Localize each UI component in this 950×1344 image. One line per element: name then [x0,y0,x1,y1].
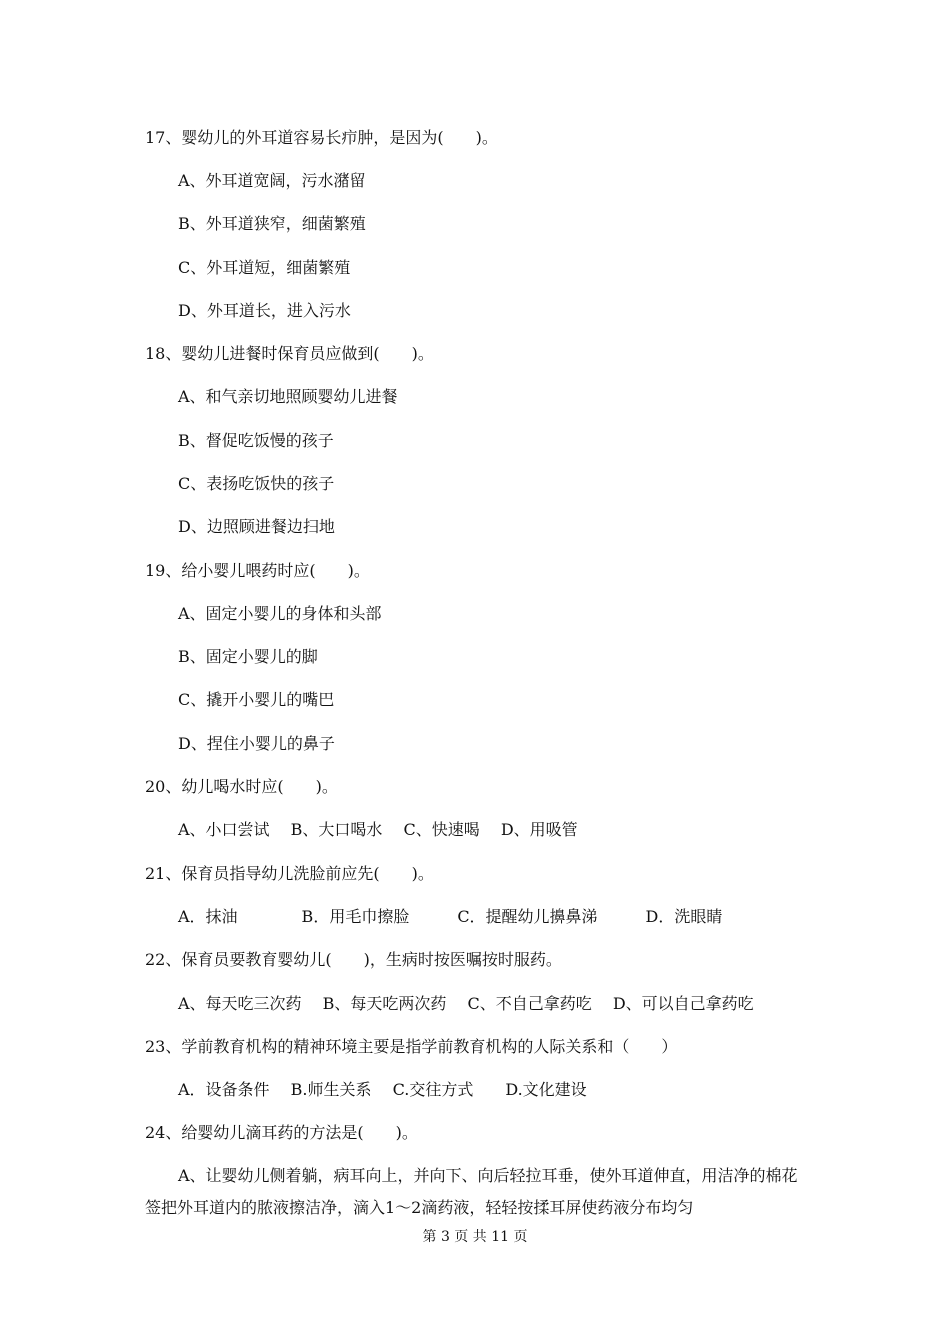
question-18-option-d: D、边照顾进餐边扫地 [178,517,335,536]
question-18-option-c: C、表扬吃饭快的孩子 [178,474,335,493]
question-18-stem: 18、婴幼儿进餐时保育员应做到( )。 [145,344,434,363]
question-18-option-a: A、和气亲切地照顾婴幼儿进餐 [178,387,398,406]
question-17-option-d: D、外耳道长，进入污水 [178,301,351,320]
question-19-option-c: C、撬开小婴儿的嘴巴 [178,690,335,709]
question-20-stem: 20、幼儿喝水时应( )。 [145,777,338,796]
question-24-stem: 24、给婴幼儿滴耳药的方法是( )。 [145,1123,418,1142]
question-17-option-a: A、外耳道宽阔，污水潴留 [178,171,366,190]
page-footer: 第 3 页 共 11 页 [422,1229,528,1245]
question-19-stem: 19、给小婴儿喂药时应( )。 [145,561,370,580]
question-23-options: A．设备条件 B.师生关系 C.交往方式 D.文化建设 [178,1080,587,1099]
question-20-options: A、小口尝试 B、大口喝水 C、快速喝 D、用吸管 [178,820,578,839]
question-22-options: A、每天吃三次药 B、每天吃两次药 C、不自己拿药吃 D、可以自己拿药吃 [178,994,754,1013]
question-17-option-c: C、外耳道短，细菌繁殖 [178,258,351,277]
question-22-stem: 22、保育员要教育婴幼儿( )，生病时按医嘱按时服药。 [145,950,562,969]
question-23-stem: 23、学前教育机构的精神环境主要是指学前教育机构的人际关系和（ ） [145,1037,678,1056]
question-24-option-a: A、让婴幼儿侧着躺，病耳向上，并向下、向后轻拉耳垂，使外耳道伸直，用洁净的棉花签把外耳道内的脓液擦洁净，滴入1～2滴药液，轻轻按揉耳屏使药液分布均匀 [145,1166,798,1217]
question-19-option-b: B、固定小婴儿的脚 [178,647,318,666]
question-18-option-b: B、督促吃饭慢的孩子 [178,431,334,450]
question-21-options: A．抹油 B．用毛巾擦脸 C．提醒幼儿擤鼻涕 D．洗眼睛 [178,907,723,926]
question-19-option-a: A、固定小婴儿的身体和头部 [178,604,382,623]
question-17-option-b: B、外耳道狭窄，细菌繁殖 [178,214,366,233]
question-21-stem: 21、保育员指导幼儿洗脸前应先( )。 [145,864,434,883]
question-17-stem: 17、婴幼儿的外耳道容易长疖肿，是因为( )。 [145,128,498,147]
question-19-option-d: D、捏住小婴儿的鼻子 [178,734,335,753]
